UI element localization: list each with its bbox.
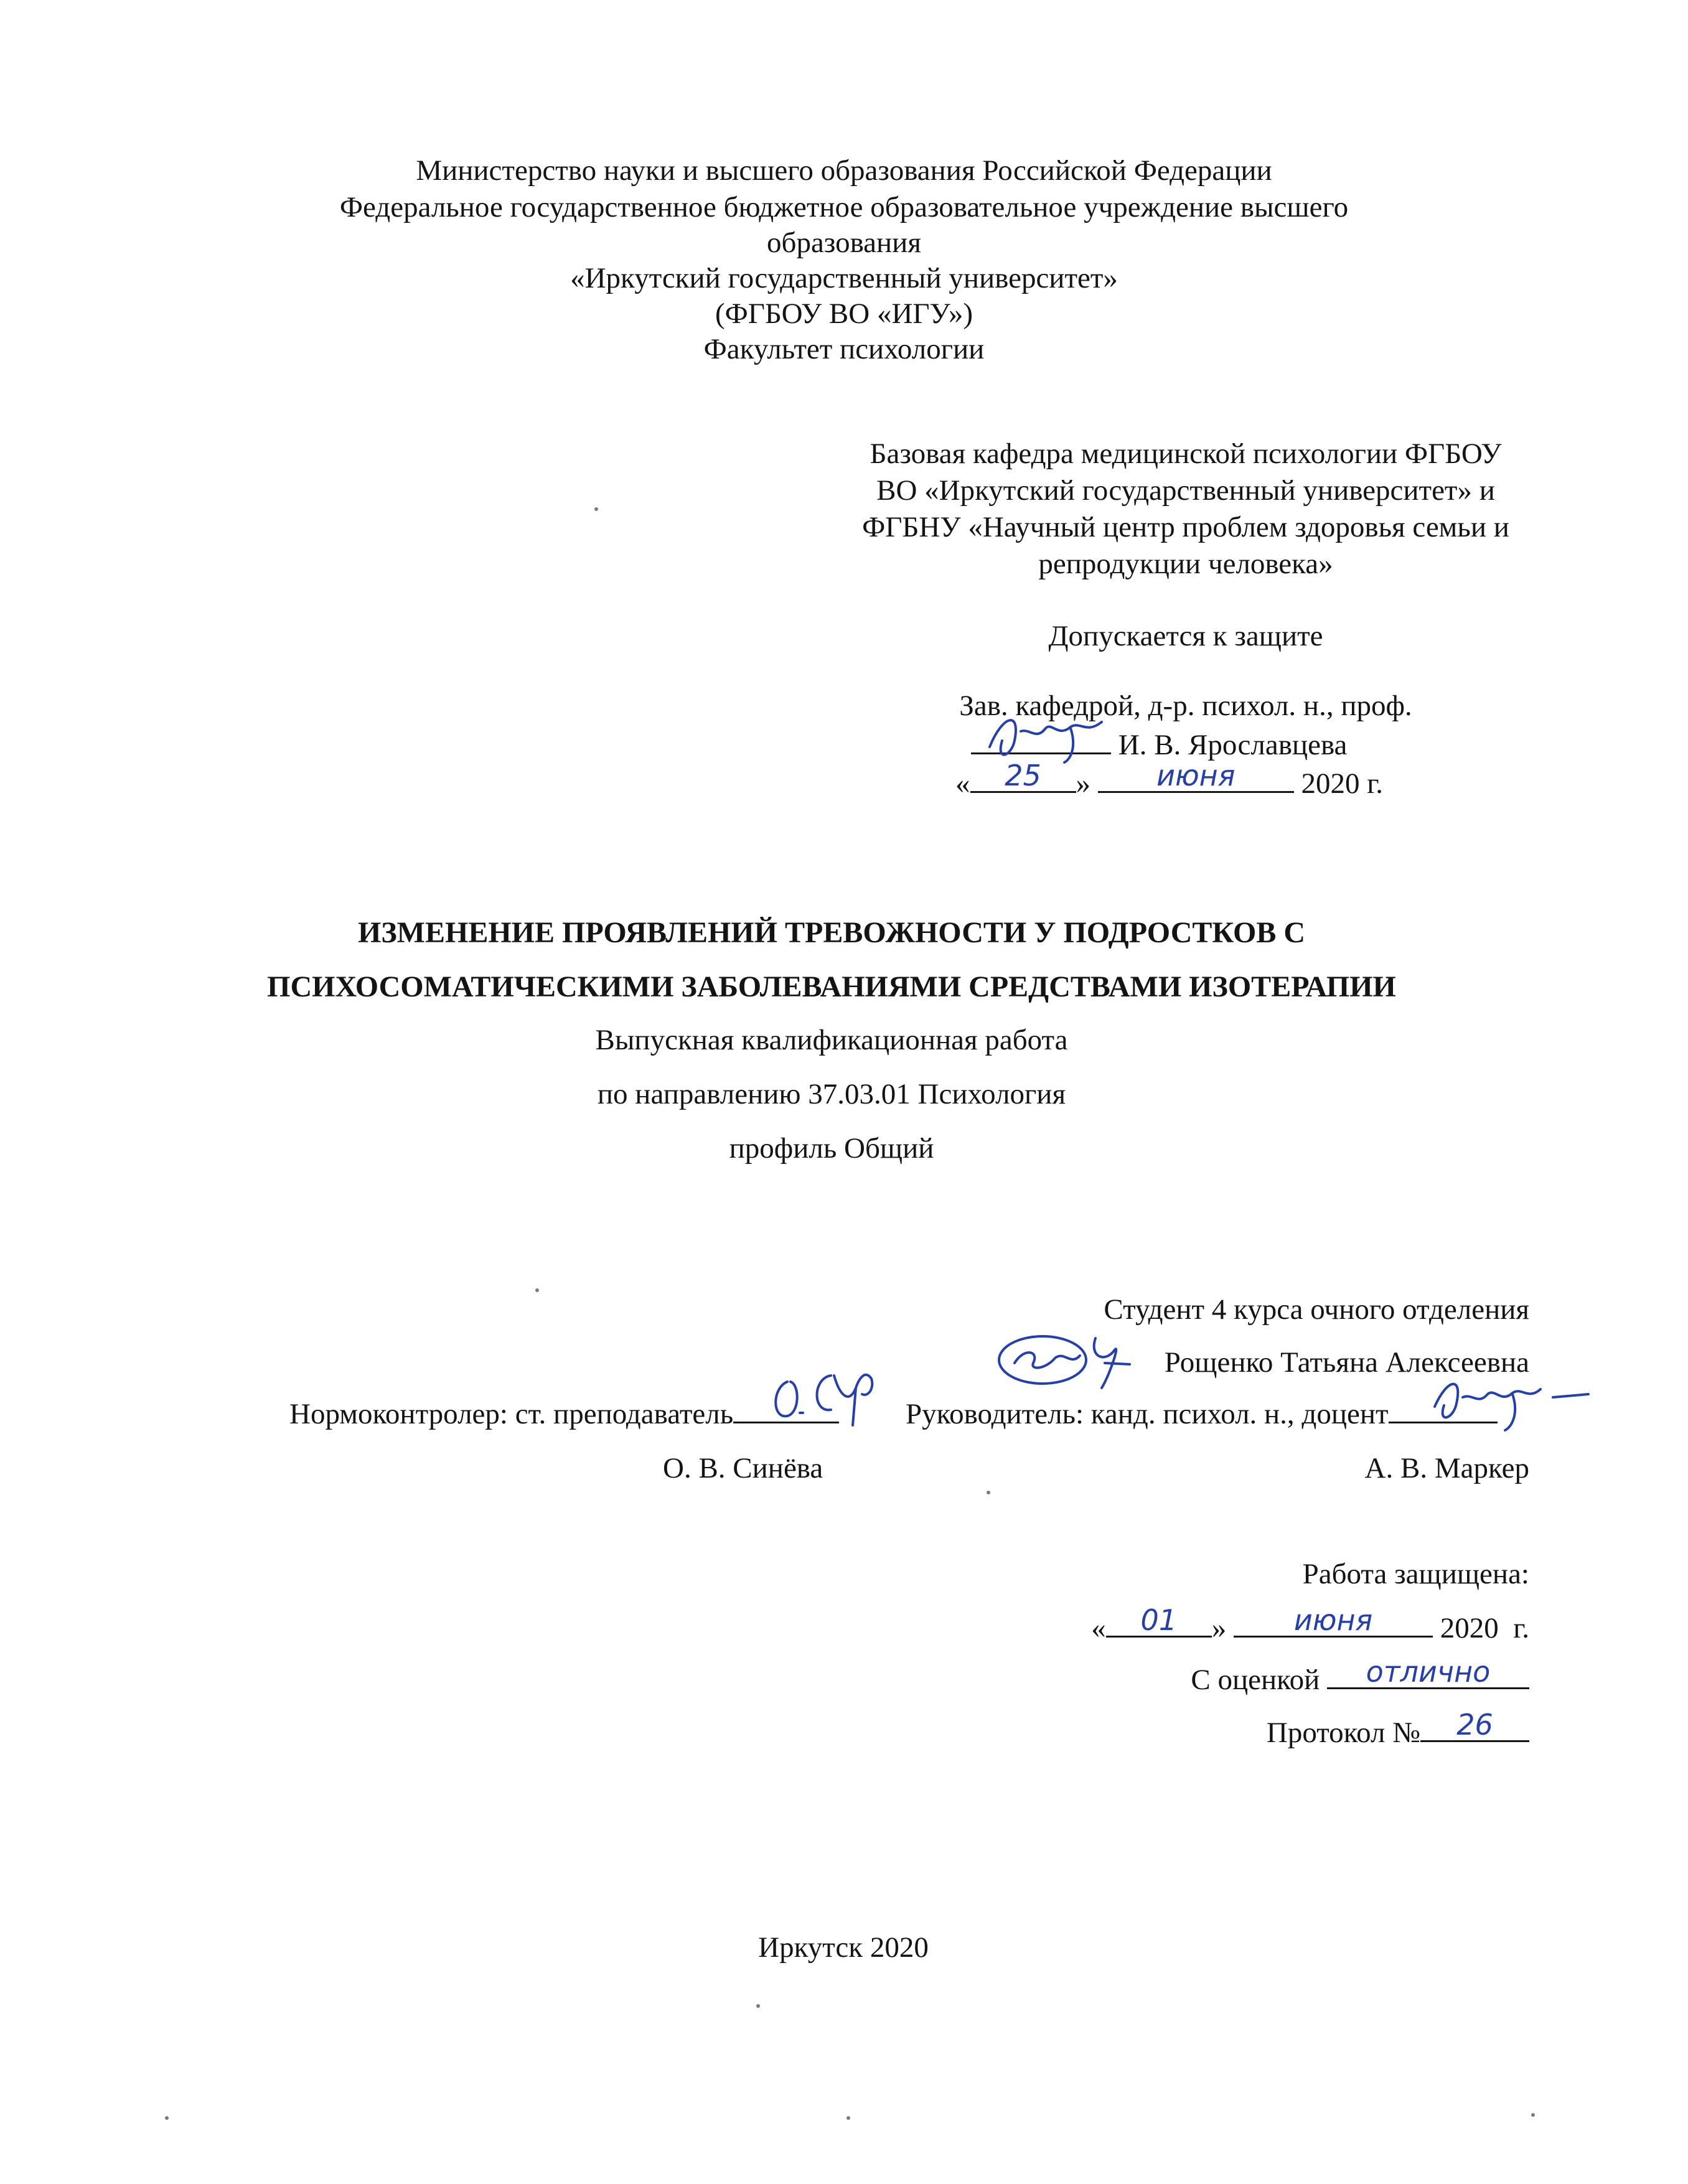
thesis-title-line-2: ПСИХОСОМАТИЧЕСКИМИ ЗАБОЛЕВАНИЯМИ СРЕДСТВАМИ ИЗОТЕРАПИИ <box>267 970 1396 1003</box>
normcontroller-name: О. В. Синёва <box>663 1452 823 1484</box>
defense-date: « 01 » июня 2020 г. <box>1091 1603 1529 1644</box>
defended-label: Работа защищена: <box>1302 1558 1529 1590</box>
student-course: Студент 4 курса очного отделения <box>1104 1293 1529 1326</box>
department-line-1: Базовая кафедра медицинской психологии ФГБОУ <box>870 438 1502 470</box>
protocol-label: Протокол № <box>1266 1717 1420 1749</box>
admitted-to-defense: Допускается к защите <box>1048 620 1323 652</box>
faculty-name: Факультет психологии <box>703 333 985 365</box>
department-line-2: ВО «Иркутский государственный университет» и <box>876 474 1495 507</box>
approval-year: 2020 г. <box>1301 767 1383 800</box>
work-profile: профиль Общий <box>729 1132 934 1165</box>
scan-speck <box>1531 2113 1535 2117</box>
student-name: Рощенко Татьяна Алексеевна <box>1164 1346 1529 1379</box>
institution-line-2: образования <box>767 227 921 259</box>
scan-speck <box>594 507 598 511</box>
grade-value: отлично <box>1366 1655 1491 1689</box>
normcontroller-label: Нормоконтролер: ст. преподаватель <box>289 1398 734 1430</box>
grade-blank <box>1327 1655 1529 1689</box>
approval-month-blank <box>1098 759 1294 793</box>
defense-year: 2020 г. <box>1440 1612 1529 1644</box>
scan-speck <box>165 2116 169 2120</box>
thesis-title-line-1: ИЗМЕНЕНИЕ ПРОЯВЛЕНИЙ ТРЕВОЖНОСТИ У ПОДРОСТКОВ С <box>357 916 1306 949</box>
grade-label: С оценкой <box>1191 1664 1320 1696</box>
defense-month-blank <box>1234 1603 1433 1638</box>
head-of-department-name: И. В. Ярославцева <box>1118 729 1348 761</box>
work-direction: по направлению 37.03.01 Психология <box>597 1078 1066 1110</box>
grade-line <box>1191 1655 1529 1698</box>
scan-speck <box>535 1288 539 1292</box>
ministry-line: Министерство науки и высшего образования Российской Федерации <box>416 154 1272 187</box>
supervisor-signature <box>1425 1369 1593 1438</box>
approval-day: 25 <box>1005 759 1041 792</box>
supervisor-name: А. В. Маркер <box>1364 1452 1529 1484</box>
approval-month: июня <box>1156 759 1236 792</box>
university-abbreviation: (ФГБОУ ВО «ИГУ») <box>715 298 973 330</box>
supervisor-label: Руководитель: канд. психол. н., доцент <box>906 1398 1389 1430</box>
normcontroller-label-line <box>289 1396 839 1432</box>
work-type: Выпускная квалификационная работа <box>595 1024 1068 1056</box>
approval-date: « 25 » июня 2020 г. <box>955 759 1383 800</box>
university-name: «Иркутский государственный университет» <box>570 262 1118 294</box>
head-of-department-title: Зав. кафедрой, д-р. психол. н., проф. <box>959 690 1412 722</box>
department-line-3: ФГБНУ «Научный центр проблем здоровья семьи и <box>862 511 1509 543</box>
defense-month: июня <box>1293 1603 1373 1637</box>
scan-speck <box>987 1491 990 1494</box>
scan-speck <box>846 2116 850 2120</box>
protocol-blank <box>1420 1708 1529 1742</box>
city-year: Иркутск 2020 <box>758 1931 929 1964</box>
defense-day-blank <box>1106 1603 1212 1638</box>
protocol-line <box>1266 1708 1529 1751</box>
institution-line-1: Федеральное государственное бюджетное образовательное учреждение высшего <box>339 191 1349 223</box>
student-signature <box>996 1326 1139 1400</box>
supervisor-label-line <box>906 1396 1498 1432</box>
defense-day: 01 <box>1140 1603 1178 1637</box>
normcontroller-signature <box>762 1351 887 1432</box>
protocol-number: 26 <box>1456 1708 1493 1741</box>
approval-day-blank <box>970 759 1076 793</box>
department-line-4: репродукции человека» <box>1038 548 1333 580</box>
scan-speck <box>756 2004 760 2008</box>
